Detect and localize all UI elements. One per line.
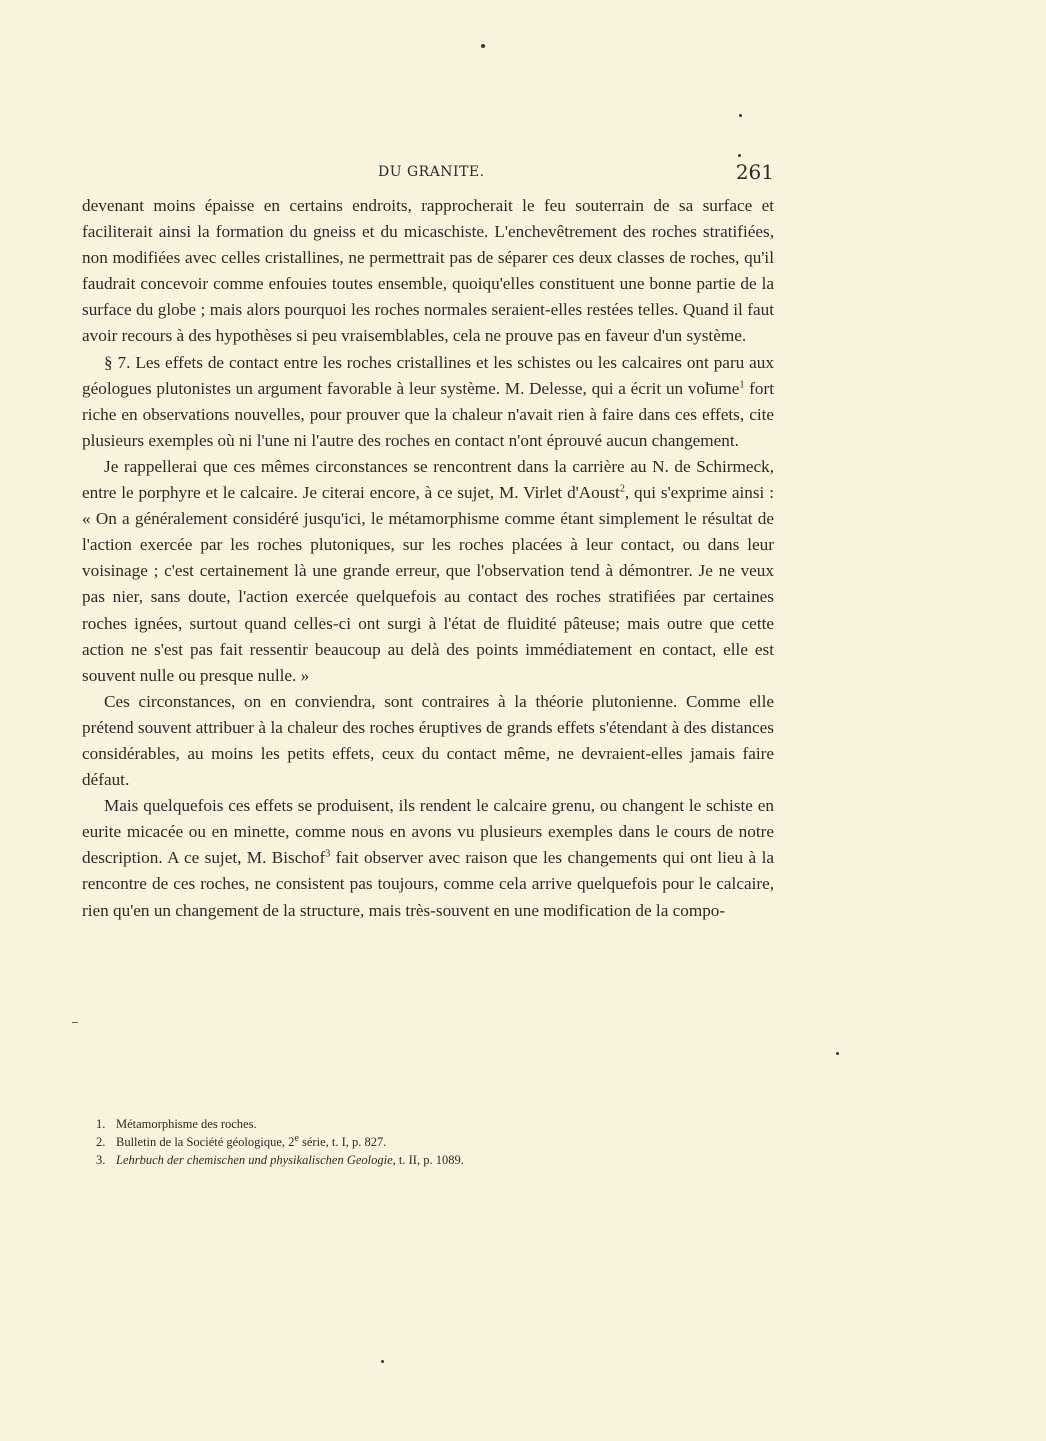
footnote-reference: 1 (739, 378, 745, 390)
running-header (82, 160, 774, 188)
footnote-title: Lehrbuch der chemischen und physikalischen Geologie (116, 1153, 393, 1167)
footnote-number: 3. (96, 1153, 106, 1167)
footnote-text: , t. II, p. 1089. (392, 1153, 464, 1167)
paragraph-text: § 7. Les effets de contact entre les roches cristallines et les schistes ou les calcaires ont paru aux géologues plutonistes un argument favorable à leur système. M. Delesse, qui a écrit un volume (82, 352, 774, 398)
footnote-number: 1. (96, 1117, 106, 1131)
ink-speck (381, 1360, 384, 1363)
footnote-number: 2. (96, 1135, 106, 1149)
footnote (96, 1133, 756, 1151)
paragraph-text: Mais quelquefois ces effets se produisent, ils rendent le calcaire grenu, ou changent le schiste en eurite micacée ou en minette, comme nous en avons vu plusieurs exemples dans le cours de notre description. A ce sujet, M. Bischof (82, 796, 774, 868)
running-title: DU GRANITE. (378, 164, 485, 180)
paragraph-text: Ces circonstances, on en conviendra, sont contraires à la théorie plutonienne. Comme elle prétend souvent attribuer à la chaleur des roches éruptives de grands effets s'étendant à des distances considérables, au moins les petits effets, ceux du contact même, ne devraient-elles jamais faire défaut. (82, 691, 774, 790)
paragraph-text: , qui s'exprime ainsi : « On a généralement considéré jusqu'ici, le métamorphisme comme étant simplement le résultat de l'action exercée par les roches plutoniques, sur les roches placées à leur contact, ou dans leur voisinage ; c'est certainement là une grande erreur, que l'observation tend à démontrer. Je ne veux pas nier, sans doute, l'action exercée quelquefois au contact des roches stratifiées par certaines roches ignées, surtout quand celles-ci ont surgi à l'état de fluidité pâteuse; mais outre que cette action ne s'est pas fait ressentir beaucoup au delà des points immédiatement en contact, elle est souvent nulle ou presque nulle. » (82, 483, 774, 685)
paragraph (82, 793, 774, 923)
footnote-superscript: e (294, 1132, 299, 1144)
footnote-text: Bulletin de la Société géologique, 2 (116, 1135, 295, 1149)
paragraph (82, 689, 774, 793)
paragraph-text: Je rappellerai que ces mêmes circonstances se rencontrent dans la carrière au N. de Schirmeck, entre le porphyre et le calcaire. Je citerai encore, à ce sujet, M. Virlet d'Aoust (82, 456, 774, 503)
ink-speck (836, 1052, 839, 1055)
footnote-text: série, t. I, p. 827. (298, 1135, 387, 1149)
paragraph (82, 350, 774, 454)
footnote (96, 1151, 756, 1169)
paragraph-text: fait observer avec raison que les changements qui ont lieu à la rencontre de ces roches, ne consistent pas toujours, comme cela arrive quelquefois pour le calcaire, rien qu'en un changement de la structure, mais très-souvent en une modification de la compo- (82, 848, 774, 920)
paragraph-text: fort riche en observations nouvelles, pour prouver que la chaleur n'avait rien à faire dans ces effets, cite plusieurs exemples où ni l'une ni l'autre des roches en contact n'ont éprouvé aucun changement. (82, 378, 774, 450)
footnotes (96, 1115, 756, 1169)
footnote-text: Métamorphisme des roches. (116, 1117, 257, 1131)
paragraph (82, 193, 774, 350)
footnote (96, 1115, 756, 1133)
paragraph (82, 454, 774, 689)
footnote-reference: 2 (619, 483, 625, 495)
page-number: 261 (735, 160, 774, 184)
footnote-reference: 3 (325, 848, 331, 860)
ink-speck (739, 114, 742, 117)
ink-speck (738, 154, 741, 157)
paragraph-text: devenant moins épaisse en certains endroits, rapprocherait le feu souterrain de sa surface et faciliterait ainsi la formation du gneiss et du micaschiste. L'enchevêtrement des roches stratifiées, non modifiées avec celles cristallines, ne permettrait pas de séparer ces deux classes de roches, qu'il faudrait concevoir comme enfouies toutes ensemble, quoiqu'elles constituent une bonne partie de la surface du globe ; mais alors pourquoi les roches normales seraient-elles restées telles. Quand il faut avoir recours à des hypothèses si peu vraisemblables, cela ne prouve pas en faveur d'un système. (82, 196, 774, 346)
body-text (82, 193, 774, 924)
margin-mark (72, 1022, 78, 1023)
ink-speck (481, 44, 485, 48)
